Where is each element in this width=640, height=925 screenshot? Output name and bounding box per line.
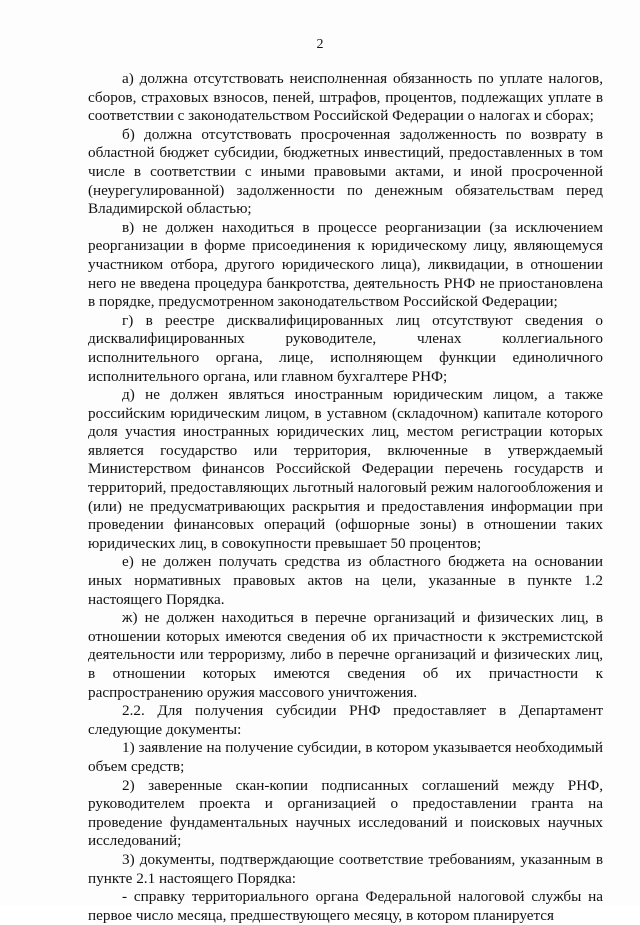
list-item-2: 2) заверенные скан-копии подписанных соглашений между РНФ, руководителем проекта и организацией о предоставлении гранта на проведение фундаментальных научных исследований и поисковых научных исследований; [88,776,603,850]
paragraph-g: г) в реестре дисквалифицированных лиц отсутствуют сведения о дисквалифицированных руководителе, членах коллегиального исполнительного органа, лице, исполняющем функции единоличного исполнительного органа, или главном бухгалтере РНФ; [88,311,603,385]
paragraph-b: б) должна отсутствовать просроченная задолженность по возврату в областной бюджет субсидии, бюджетных инвестиций, предоставленных в том числе в соответствии с иными правовыми актами, и иной просроченной (неурегулированной) задолженности по денежным обязательствам перед Владимирской областью; [88,125,603,218]
paragraph-zh: ж) не должен находиться в перечне организаций и физических лиц, в отношении которых имеются сведения об их причастности к экстремистской деятельности или терроризму, либо в перечне организаций и физических лиц, в отношении которых имеются сведения об их причастности к распространению оружия массового уничтожения. [88,609,603,701]
paragraph-e: е) не должен получать средства из областного бюджета на основании иных нормативных правовых актов на цели, указанные в пункте 1.2 настоящего Порядка. [88,553,603,608]
paragraph-2-2: 2.2. Для получения субсидии РНФ предоставляет в Департамент следующие документы: [88,702,603,738]
list-item-1: 1) заявление на получение субсидии, в котором указывается необходимый объем средств; [88,739,603,775]
list-item-tax-certificate: - справку территориального органа Федеральной налоговой службы на первое число месяца, предшествующего месяцу, в котором планируется [88,888,603,924]
paragraph-v: в) не должен находиться в процессе реорганизации (за исключением реорганизации в форме присоединения к юридическому лицу, являющемуся участником отбора, другого юридического лица), ликвидации, в отношении него не введена процедура банкротства, деятельность РНФ не приостановлена в порядке, предусмотренном законодательством Российской Федерации; [88,218,603,311]
page-number: 2 [316,37,324,52]
paragraph-d: д) не должен являться иностранным юридическим лицом, а также российским юридическим лицом, в уставном (складочном) капитале которого доля участия иностранных юридических лиц, местом регистрации которых является государство или территория, включенные в утверждаемый Министерством финансов Российской Федерации перечень государств и территорий, предоставляющих льготный налоговый режим налогообложения и (или) не предусматривающих раскрытия и предоставления информации при проведении финансовых операций (офшорные зоны) в отношении таких юридических лиц, в совокупности превышает 50 процентов; [88,386,603,552]
paragraph-a: а) должна отсутствовать неисполненная обязанность по уплате налогов, сборов, страховых взносов, пеней, штрафов, процентов, подлежащих уплате в соответствии с законодательством Российской Федерации о налогах и сборах; [88,70,603,125]
list-item-3: 3) документы, подтверждающие соответствие требованиям, указанным в пункте 2.1 настоящего Порядка: [88,850,603,887]
document-body [88,70,603,925]
